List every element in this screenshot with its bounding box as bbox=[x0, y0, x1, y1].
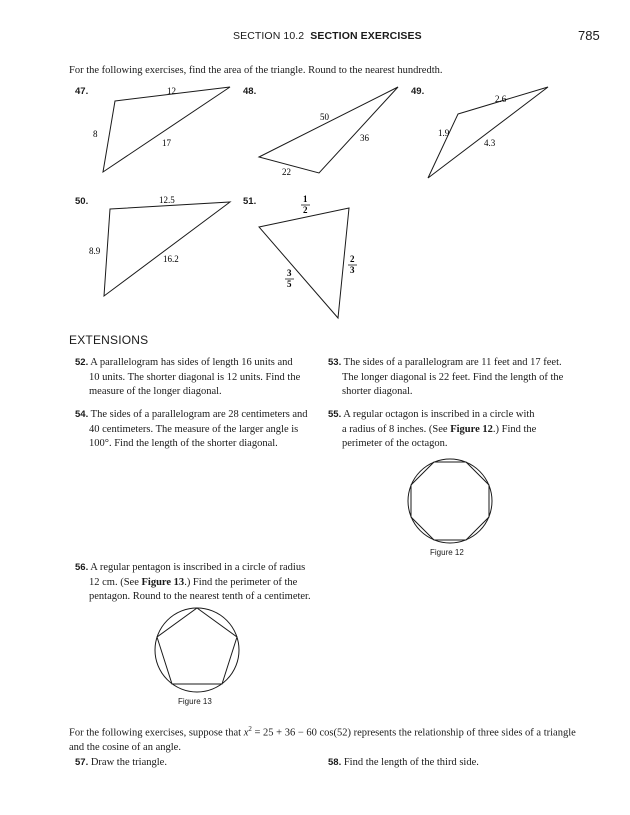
exercise-57 bbox=[75, 756, 167, 771]
exercise-53-line-2: The longer diagonal is 22 feet. Find the length of the bbox=[342, 371, 564, 383]
triangle-51-side-c-numerator: 3 bbox=[287, 268, 292, 278]
extensions-heading: EXTENSIONS bbox=[69, 333, 149, 347]
section-label: SECTION 10.2 bbox=[233, 30, 305, 42]
triangle-48-side-c: 22 bbox=[282, 167, 291, 177]
triangle-figures bbox=[0, 0, 630, 330]
exercise-53-line-1: The sides of a parallelogram are 11 feet and 17 feet. bbox=[343, 357, 562, 368]
triangle-51-side-c bbox=[285, 268, 294, 289]
exercise-58 bbox=[328, 756, 479, 771]
exercise-56-line-2-pre: 12 cm. (See bbox=[89, 576, 142, 588]
exercise-56 bbox=[75, 561, 335, 605]
exercise-55 bbox=[328, 408, 588, 452]
triangle-49 bbox=[428, 87, 548, 178]
exercise-56-line-2-post: .) Find the perimeter of the bbox=[184, 576, 298, 588]
exercise-55-number: 55. bbox=[328, 409, 342, 420]
triangle-48-side-b: 36 bbox=[360, 133, 369, 143]
triangle-50 bbox=[89, 195, 230, 296]
triangle-50-side-b: 8.9 bbox=[89, 246, 101, 256]
exercise-54-number: 54. bbox=[75, 409, 89, 420]
exercise-54-line-1: The sides of a parallelogram are 28 centimeters and bbox=[90, 409, 308, 420]
equation-variable: x bbox=[243, 727, 249, 739]
exercise-52-line-1: A parallelogram has sides of length 16 units and bbox=[90, 357, 293, 368]
figure-12-reference[interactable]: Figure 12 bbox=[450, 423, 493, 435]
triangle-51 bbox=[259, 194, 357, 318]
triangle-47 bbox=[93, 86, 230, 172]
triangle-47-side-b: 8 bbox=[93, 129, 98, 139]
figure-13-pentagon bbox=[151, 604, 245, 698]
exercise-55-line-1: A regular octagon is inscribed in a circle with bbox=[343, 409, 535, 420]
exercise-53-number: 53. bbox=[328, 357, 342, 368]
exercise-58-number: 58. bbox=[328, 757, 342, 768]
section-title: SECTION EXERCISES bbox=[310, 30, 422, 42]
triangle-51-side-c-denominator: 5 bbox=[287, 279, 292, 289]
exercise-56-line-1: A regular pentagon is inscribed in a circle of radius bbox=[90, 562, 306, 573]
triangle-49-side-b: 1.9 bbox=[438, 128, 450, 138]
instructions-area: For the following exercises, find the area of the triangle. Round to the nearest hundredth. bbox=[69, 65, 443, 76]
equation-exponent: 2 bbox=[248, 725, 252, 733]
exercise-54-line-2: 40 centimeters. The measure of the larger angle is bbox=[89, 423, 299, 435]
figure-13-caption: Figure 13 bbox=[178, 697, 212, 706]
exercise-55-line-3: perimeter of the octagon. bbox=[342, 438, 448, 450]
triangle-50-side-c: 16.2 bbox=[163, 254, 179, 264]
equation-rest: = 25 + 36 − 60 cos(52) represents the relationship of three sides of a triangle bbox=[251, 727, 576, 739]
exercise-58-text: Find the length of the third side. bbox=[343, 757, 479, 768]
triangle-51-side-b-numerator: 2 bbox=[350, 254, 355, 264]
triangle-51-side-a bbox=[301, 194, 310, 215]
triangle-47-side-c: 17 bbox=[162, 138, 171, 148]
page-number: 785 bbox=[578, 28, 600, 43]
exercise-49-number: 49. bbox=[411, 86, 425, 97]
triangle-50-side-a: 12.5 bbox=[159, 195, 175, 205]
exercise-53-line-3: shorter diagonal. bbox=[342, 386, 413, 398]
relationship-line-2: and the cosine of an angle. bbox=[69, 742, 181, 753]
triangle-51-side-a-denominator: 2 bbox=[303, 205, 308, 215]
triangle-51-side-b bbox=[348, 254, 357, 275]
triangle-51-side-a-numerator: 1 bbox=[303, 194, 308, 204]
triangle-47-side-a: 12 bbox=[167, 86, 176, 96]
exercise-53 bbox=[328, 356, 588, 400]
figure-12-octagon bbox=[404, 455, 500, 551]
triangle-49-side-a: 2.6 bbox=[495, 94, 507, 104]
exercise-51-number: 51. bbox=[243, 196, 257, 207]
exercise-50-number: 50. bbox=[75, 196, 89, 207]
exercise-48-number: 48. bbox=[243, 86, 257, 97]
exercise-52-line-2: 10 units. The shorter diagonal is 12 units. Find the bbox=[89, 371, 301, 383]
exercise-54 bbox=[75, 408, 320, 452]
exercise-52-line-3: measure of the longer diagonal. bbox=[89, 386, 222, 398]
exercise-54-line-3: 100°. Find the length of the shorter diagonal. bbox=[89, 438, 278, 450]
exercise-55-line-2-post: .) Find the bbox=[492, 423, 537, 435]
relationship-line-1-pre: For the following exercises, suppose that bbox=[69, 727, 244, 739]
exercise-56-line-3: pentagon. Round to the nearest tenth of a centimeter. bbox=[89, 591, 311, 603]
exercise-52 bbox=[75, 356, 320, 400]
exercise-47-number: 47. bbox=[75, 86, 89, 97]
exercise-55-line-2-pre: a radius of 8 inches. (See bbox=[342, 423, 451, 435]
exercise-57-text: Draw the triangle. bbox=[90, 757, 167, 768]
triangle-49-side-c: 4.3 bbox=[484, 138, 496, 148]
triangle-51-side-b-denominator: 3 bbox=[350, 265, 355, 275]
figure-13-reference[interactable]: Figure 13 bbox=[141, 576, 185, 588]
exercise-57-number: 57. bbox=[75, 757, 89, 768]
relationship-instructions bbox=[69, 722, 589, 756]
triangle-48 bbox=[259, 87, 398, 177]
figure-12-caption: Figure 12 bbox=[430, 548, 464, 557]
triangle-48-side-a: 50 bbox=[320, 112, 329, 122]
exercise-52-number: 52. bbox=[75, 357, 89, 368]
exercise-56-number: 56. bbox=[75, 562, 89, 573]
